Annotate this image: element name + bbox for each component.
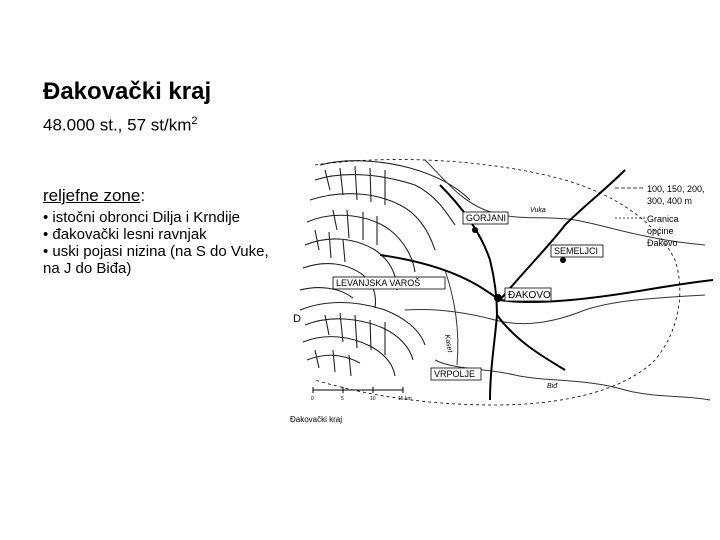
semeljci-marker xyxy=(560,257,566,263)
legend-contours-1: 100, 150, 200, xyxy=(647,184,705,194)
legend-border-1: Granica xyxy=(647,214,679,224)
page-title: Đakovački kraj xyxy=(43,78,212,105)
place-vrpolje: VRPOLJE xyxy=(434,369,476,379)
legend-border-3: Đakovo xyxy=(647,238,678,248)
scale-label-5: 5 xyxy=(341,396,344,402)
relief-zones-label: reljefne zone xyxy=(43,186,141,205)
colon: : xyxy=(140,186,146,205)
scale-bar xyxy=(311,387,412,402)
legend-border-2: općine xyxy=(647,226,674,236)
legend xyxy=(615,184,705,248)
scale-label-10: 10 xyxy=(370,396,376,402)
dakovo-marker xyxy=(494,294,502,302)
zone-item-east-slopes: • istočni obronci Dilja i Krndije xyxy=(43,209,240,226)
place-semeljci: SEMELJCI xyxy=(554,246,599,256)
river-vuka: Vuka xyxy=(530,207,546,214)
southern-hills xyxy=(300,303,425,377)
river-kaset: Kaset xyxy=(443,334,454,353)
zone-item-lowlands: • uski pojasi nizina (na S do Vuke, na J do Biđa) xyxy=(43,243,269,277)
gorjani-marker xyxy=(472,227,478,233)
population-density xyxy=(43,115,197,136)
legend-contours-2: 300, 400 m xyxy=(647,196,693,206)
place-gorjani: GORJANI xyxy=(466,213,507,223)
zone-item-loess-plateau: • đakovački lesni ravnjak xyxy=(43,226,207,243)
scale-label-0: 0 xyxy=(311,396,314,402)
place-dakovo: ĐAKOVO xyxy=(508,290,551,301)
scale-label-15: 15 km xyxy=(398,396,412,402)
population-text: 48.000 st., 57 st/km xyxy=(43,115,192,135)
relief-zones-heading xyxy=(43,186,145,206)
map-caption: Đakovački kraj xyxy=(290,415,343,424)
place-d-edge: D xyxy=(293,313,301,325)
relief-zones-list xyxy=(43,209,273,277)
superscript: 2 xyxy=(191,115,198,127)
river-bid: Biđ xyxy=(547,383,558,390)
place-levanjska-varos: LEVANJSKA VAROŠ xyxy=(336,278,421,288)
dakovo-region-map xyxy=(285,150,715,430)
